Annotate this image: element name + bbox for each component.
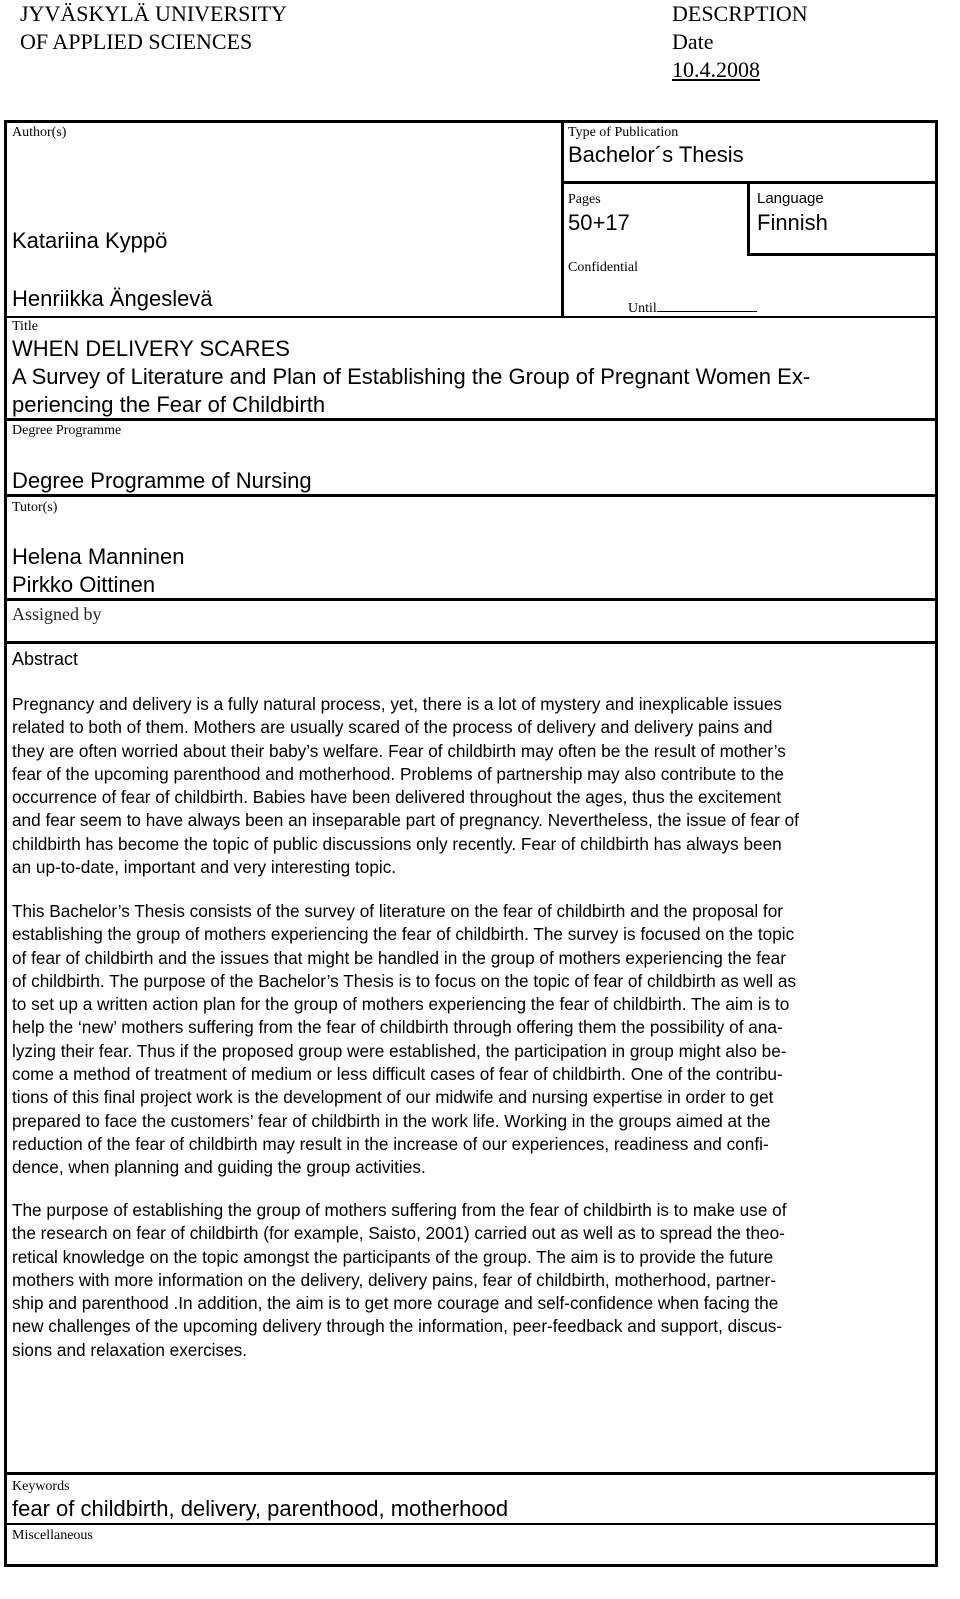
publication-type-label: Type of Publication <box>568 125 679 140</box>
language-value: Finnish <box>757 210 828 235</box>
abstract-line: childbirth has become the topic of public discussions only recently. Fear of childbirth has always been <box>12 833 782 854</box>
abstract-line: lyzing their fear. Thus if the proposed group were established, the participation in group might also be- <box>12 1040 787 1061</box>
title-line-1: WHEN DELIVERY SCARES <box>12 336 290 361</box>
degree-label: Degree Programme <box>12 423 122 438</box>
abstract-line: This Bachelor’s Thesis consists of the survey of literature on the fear of childbirth and the proposal for <box>12 901 783 921</box>
miscellaneous-label: Miscellaneous <box>12 1528 93 1543</box>
abstract-line: sions and relaxation exercises. <box>12 1339 248 1360</box>
tutor-name-2: Pirkko Oittinen <box>12 572 156 597</box>
language-label: Language <box>757 190 824 207</box>
abstract-line: establishing the group of mothers experiencing the fear of childbirth. The survey is focused on the topic <box>12 924 795 945</box>
abstract-line: ship and parenthood .In addition, the aim is to get more courage and self-confidence when facing the <box>12 1293 779 1314</box>
title-line-3: periencing the Fear of Childbirth <box>12 392 326 417</box>
title-line-2: A Survey of Literature and Plan of Establishing the Group of Pregnant Women Ex- <box>12 364 811 389</box>
keywords-value: fear of childbirth, delivery, parenthood, motherhood <box>12 1496 509 1521</box>
abstract-line: tions of this final project work is the development of our midwife and nursing expertise in order to get <box>12 1087 774 1108</box>
date-value: 10.4.2008 <box>672 57 760 82</box>
until-label: Until <box>628 298 757 317</box>
pages-value: 50+17 <box>568 210 630 235</box>
assigned-by-label: Assigned by <box>12 604 102 624</box>
author-label: Author(s) <box>12 125 67 140</box>
abstract-paragraph-1 <box>12 693 944 879</box>
abstract-line: an up-to-date, important and very interesting topic. <box>12 857 397 878</box>
publication-type-value: Bachelor´s Thesis <box>568 142 744 167</box>
date-label: Date <box>672 29 714 54</box>
abstract-line: mothers with more information on the delivery, delivery pains, fear of childbirth, motherhood, partner- <box>12 1269 776 1290</box>
university-name-line1: JYVÄSKYLÄ UNIVERSITY <box>20 1 288 26</box>
abstract-line: help the ‘new’ mothers suffering from the fear of childbirth through offering them the possibility of ana- <box>12 1017 783 1038</box>
abstract-line: dence, when planning and guiding the group activities. <box>12 1157 426 1178</box>
abstract-line: retical knowledge on the topic amongst the participants of the group. The aim is to provide the future <box>12 1246 774 1267</box>
author-name-1: Katariina Kyppö <box>12 228 168 253</box>
abstract-line: occurrence of fear of childbirth. Babies have been delivered throughout the ages, thus the excitement <box>12 787 782 808</box>
until-field <box>657 298 757 312</box>
abstract-line: the research on fear of childbirth (for example, Saisto, 2001) carried out as well as to spread the theo- <box>12 1223 785 1244</box>
university-name-line2: OF APPLIED SCIENCES <box>20 29 253 54</box>
abstract-line: Pregnancy and delivery is a fully natural process, yet, there is a lot of mystery and inexplicable issues <box>12 694 782 714</box>
abstract-line: to set up a written action plan for the group of mothers experiencing the fear of childbirth. The aim is to <box>12 994 790 1015</box>
title-label: Title <box>12 319 38 334</box>
abstract-line: of fear of childbirth and the issues that might be handled in the group of mothers experiencing the fear <box>12 947 786 968</box>
abstract-line: fear of the upcoming parenthood and motherhood. Problems of partnership may also contribute to the <box>12 763 784 784</box>
author-name-2: Henriikka Ängeslevä <box>12 286 213 311</box>
pages-label: Pages <box>568 192 601 207</box>
abstract-label: Abstract <box>12 649 79 669</box>
abstract-line: prepared to face the customers’ fear of childbirth in the work life. Working in the groups aimed at the <box>12 1110 771 1131</box>
keywords-label: Keywords <box>12 1479 70 1494</box>
document-type: DESCRPTION <box>672 1 808 26</box>
abstract-line: new challenges of the upcoming delivery through the information, peer-feedback and support, discus- <box>12 1316 783 1337</box>
abstract-line: reduction of the fear of childbirth may result in the increase of our experiences, readiness and confi- <box>12 1133 769 1154</box>
abstract-paragraph-3 <box>12 1199 944 1362</box>
tutor-label: Tutor(s) <box>12 500 58 515</box>
abstract-line: and fear seem to have always been an inseparable part of pregnancy. Nevertheless, the issue of fear of <box>12 810 799 831</box>
abstract-line: related to both of them. Mothers are usually scared of the process of delivery and delivery pains and <box>12 717 773 738</box>
abstract-paragraph-2 <box>12 900 944 1180</box>
degree-value: Degree Programme of Nursing <box>12 468 312 493</box>
abstract-line: of childbirth. The purpose of the Bachelor’s Thesis is to focus on the topic of fear of childbirth as well as <box>12 970 797 991</box>
tutor-name-1: Helena Manninen <box>12 544 185 569</box>
confidential-label: Confidential <box>568 260 638 275</box>
abstract-line: come a method of treatment of medium or less difficult cases of fear of childbirth. One of the contribu- <box>12 1064 783 1085</box>
abstract-line: they are often worried about their baby’s welfare. Fear of childbirth may often be the result of mother’s <box>12 740 786 761</box>
abstract-line: The purpose of establishing the group of mothers suffering from the fear of childbirth is to make use of <box>12 1200 787 1220</box>
